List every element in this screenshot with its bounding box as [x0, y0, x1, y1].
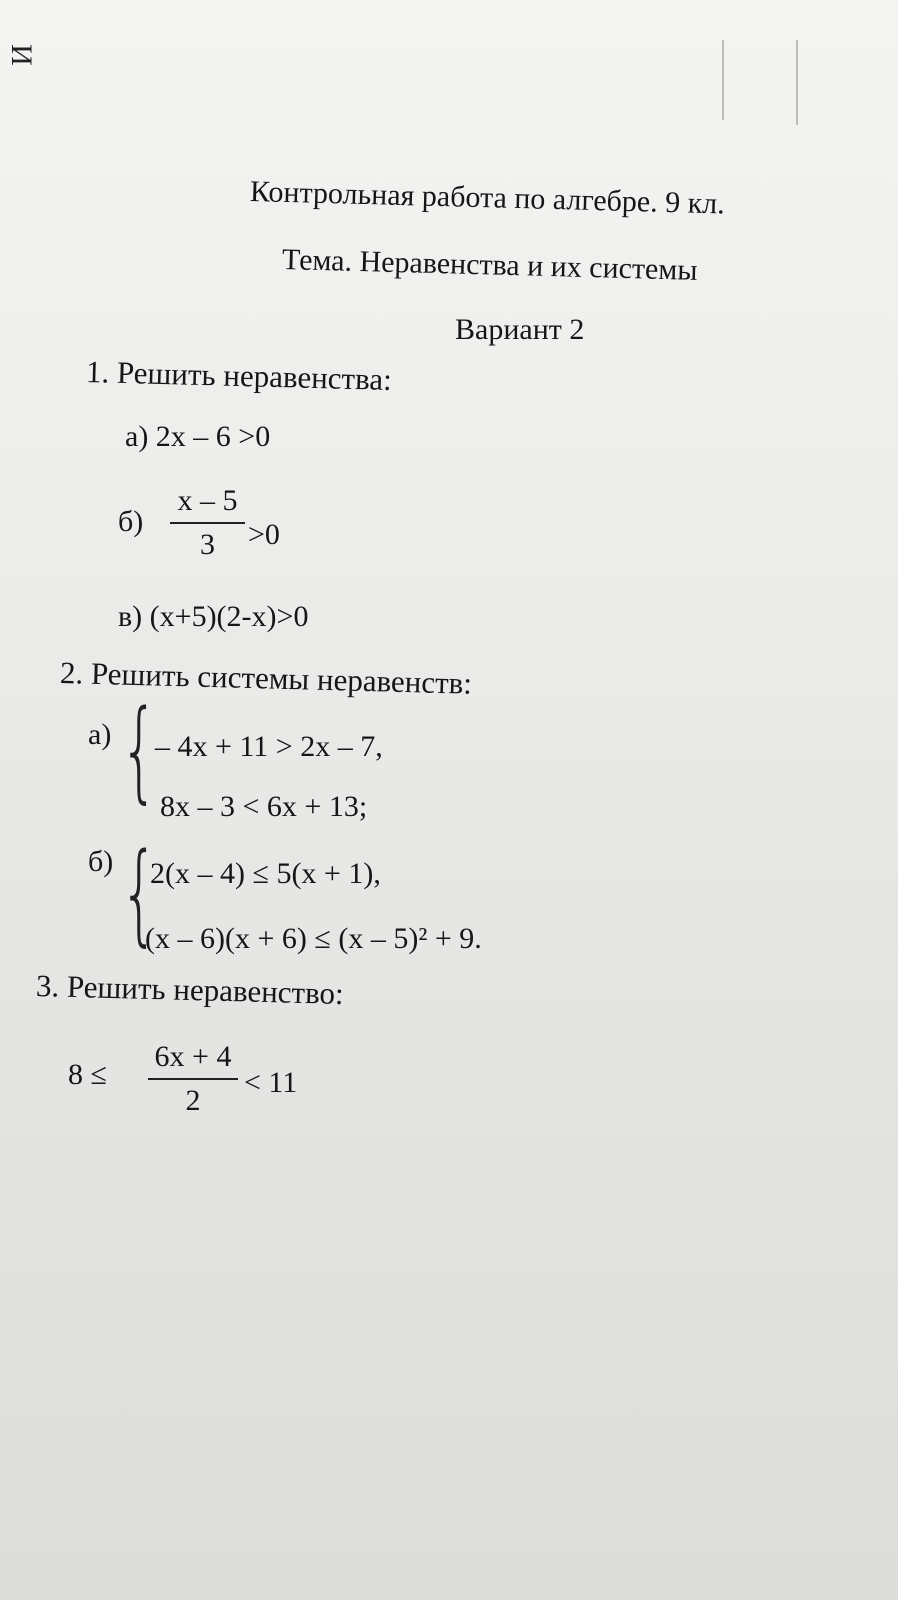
task1-item-b-label: б) [118, 505, 144, 538]
task2-heading: 2. Решить системы неравенств: [59, 655, 473, 701]
task2-item-b-label: б) [88, 845, 114, 878]
task3-heading: 3. Решить неравенство: [35, 968, 345, 1012]
task2-item-a-line2: 8x – 3 < 6x + 13; [160, 790, 368, 823]
task1-item-c: в) (x+5)(2-x)>0 [118, 600, 309, 633]
fraction-bar [148, 1078, 238, 1080]
task1-item-a: а) 2x – 6 >0 [125, 420, 271, 453]
task1-heading: 1. Решить неравенства: [85, 354, 393, 397]
fraction-bar [170, 522, 245, 524]
task2-item-b-line2: (x – 6)(x + 6) ≤ (x – 5)² + 9. [145, 922, 482, 955]
fraction-denominator: 2 [185, 1084, 201, 1117]
fraction-denominator: 3 [200, 528, 215, 561]
variant-label: Вариант 2 [455, 313, 585, 346]
paper-edge-line [796, 40, 798, 125]
fraction-numerator: 6x + 4 [154, 1040, 232, 1073]
system-brace: { [120, 686, 159, 814]
fraction-numerator: x – 5 [177, 484, 238, 517]
task3-fraction [148, 1040, 238, 1118]
task2-item-a-label: а) [88, 718, 112, 751]
task2-item-b-line1: 2(x – 4) ≤ 5(x + 1), [150, 857, 381, 890]
task3-lhs: 8 ≤ [68, 1058, 107, 1091]
topic-line: Тема. Неравенства и их системы [281, 243, 698, 287]
paper-edge-line [722, 40, 724, 120]
task2-item-a-line1: – 4x + 11 > 2x – 7, [155, 730, 383, 763]
page-edge-letter: И [4, 44, 38, 66]
task1-item-b-rhs: >0 [248, 518, 280, 551]
system-brace: { [120, 829, 159, 957]
task3-rhs: < 11 [244, 1066, 298, 1099]
document-title: Контрольная работа по алгебре. 9 кл. [249, 175, 726, 221]
task1-item-b-fraction [170, 484, 245, 562]
